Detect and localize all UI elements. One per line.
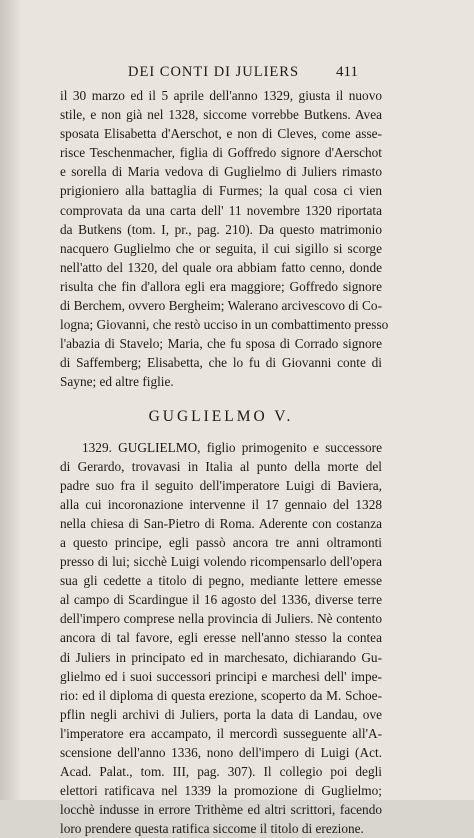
text-line: di Juliers in principato ed in marchesato, dichiarando Gu- <box>60 648 382 667</box>
text-line: rio: ed il diploma di questa erezione, scoperto da M. Schoe- <box>60 686 382 705</box>
text-line: di Saffemberg; Elisabetta, che lo fu di Giovanni conte di <box>60 353 382 372</box>
page-gutter-shadow <box>0 0 22 800</box>
text-line: pflin negli archivi di Juliers, porta la data di Landau, ove <box>60 705 382 724</box>
text-line: loro prendere questa ratifica siccome il titolo di erezione. <box>60 819 382 838</box>
text-line: ancora di tal favore, egli eresse nell'anno stesso la contea <box>60 628 382 647</box>
text-line: l'abazia di Stavelo; Maria, che fu sposa di Corrado signore <box>60 334 382 353</box>
text-line: e sorella di Maria vedova di Guglielmo di Juliers rimasto <box>60 162 382 181</box>
text-line: risce Teschenmacher, figlia di Goffredo signore d'Aerschot <box>60 143 382 162</box>
text-line: dell'impero comprese nella provincia di Juliers. Nè contento <box>60 609 382 628</box>
paragraph-continuation <box>60 86 382 392</box>
paragraph-guglielmo-v <box>60 438 382 838</box>
text-line: sua gli cedette a titolo di pegno, mediante lettere emesse <box>60 571 382 590</box>
text-line: l'imperatore era accampato, il mercordì susseguente all'A- <box>60 724 382 743</box>
text-line: a questo principe, egli passò ancora tre anni oltramonti <box>60 533 382 552</box>
body-text <box>60 86 382 838</box>
text-line: di Berchem, ovvero Bergheim; Walerano arcivescovo di Co- <box>60 296 382 315</box>
text-line: nell'atto del 1320, del quale ora abbiam fatto cenno, donde <box>60 258 382 277</box>
text-line: prigioniero alla battaglia di Furmes; la qual cosa ci vien <box>60 181 382 200</box>
text-line: Acad. Palat., tom. III, pag. 307). Il collegio poi degli <box>60 762 382 781</box>
text-line: elettori ratificava nel 1339 la promozione di Guglielmo; <box>60 781 382 800</box>
text-line: scensione dell'anno 1336, nono dell'impero di Luigi (Act. <box>60 743 382 762</box>
text-line: nella chiesa di San-Pietro di Roma. Aderente con costanza <box>60 514 382 533</box>
page-number: 411 <box>336 64 358 81</box>
text-line: nacquero Guglielmo che or seguita, il cui sigillo si scorge <box>60 239 382 258</box>
text-line: di Gerardo, trovavasi in Italia al punto della morte del <box>60 457 382 476</box>
text-line: padre suo fra il seguito dell'imperatore Luigi di Baviera, <box>60 476 382 495</box>
text-line: 1329. GUGLIELMO, figlio primogenito e successore <box>60 438 382 457</box>
text-line: al campo di Scardingue il 16 agosto del 1336, diverse terre <box>60 590 382 609</box>
text-line: stile, e non già nel 1328, siccome vorrebbe Butkens. Avea <box>60 105 382 124</box>
running-head <box>0 64 474 84</box>
text-line: risulta che fin d'allora egli era maggiore; Goffredo signore <box>60 277 382 296</box>
text-line: glielmo ed i suoi successori principi e marchesi dell' impe- <box>60 667 382 686</box>
text-line: presso di lui; sicchè Luigi volendo ricompensarlo dell'opera <box>60 552 382 571</box>
text-line: da Butkens (tom. I, pr., pag. 210). Da questo matrimonio <box>60 220 382 239</box>
text-line: comprovata da una carta dell' 11 novembre 1320 riportata <box>60 201 382 220</box>
text-line: Sayne; ed altre figlie. <box>60 372 382 391</box>
text-line: il 30 marzo ed il 5 aprile dell'anno 1329, giusta il nuovo <box>60 86 382 105</box>
section-heading: GUGLIELMO V. <box>60 396 382 438</box>
text-line: alla cui incoronazione intervenne il 17 gennaio del 1328 <box>60 495 382 514</box>
running-title: DEI CONTI DI JULIERS <box>128 64 299 81</box>
text-line: logna; Giovanni, che restò ucciso in un combattimento presso <box>60 315 382 334</box>
text-line: locchè indusse in errore Trithème ed altri scrittori, facendo <box>60 800 382 819</box>
text-line: sposata Elisabetta d'Aerschot, e non di Cleves, come asse- <box>60 124 382 143</box>
